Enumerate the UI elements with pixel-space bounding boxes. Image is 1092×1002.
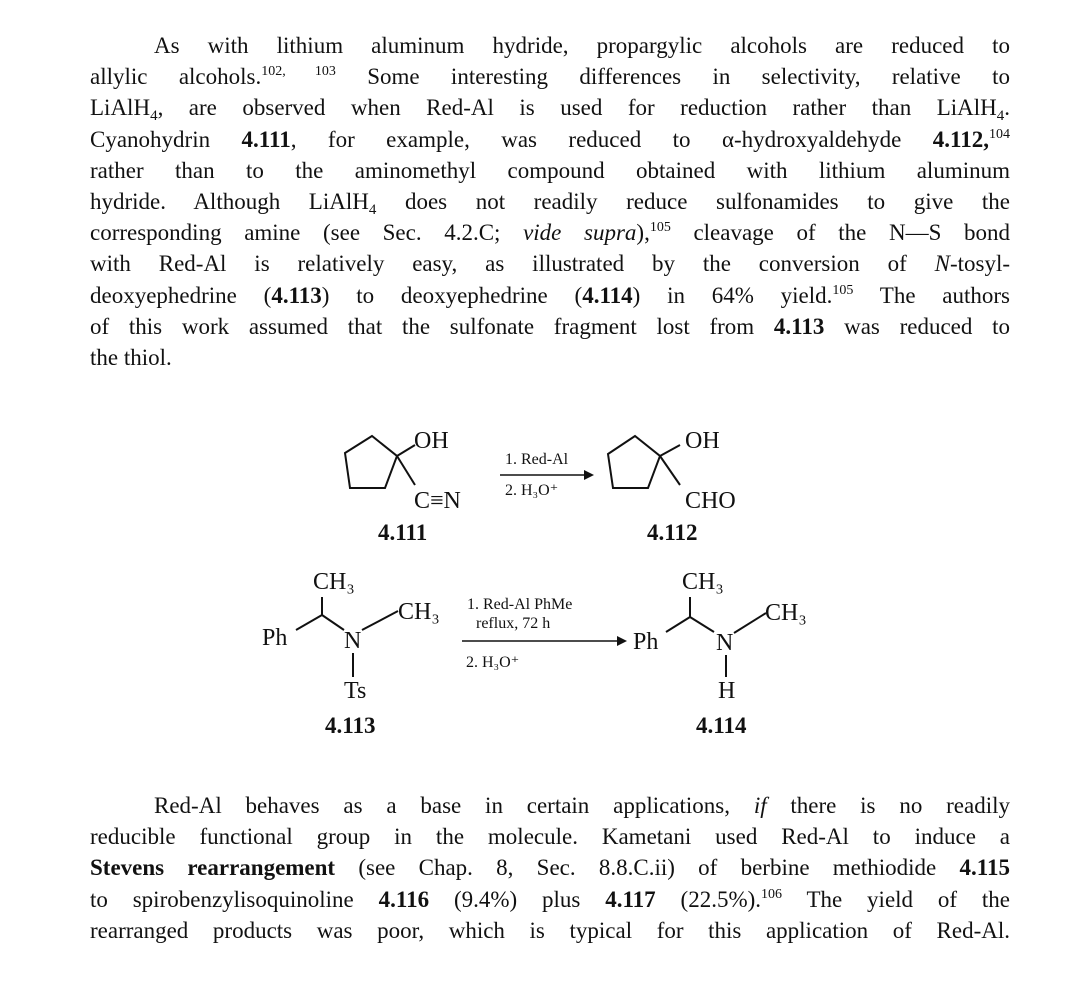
- compound-label-4-114: 4.114: [696, 713, 747, 738]
- hydroxyl-label: OH: [685, 428, 720, 454]
- text-line: to spirobenzylisoquinoline 4.116 (9.4%) plus 4.117 (22.5%).$^{106}$ The yield of the: [90, 886, 1010, 912]
- named-reaction: Stevens rearrangement: [90, 855, 336, 881]
- methyl-label: CH₃: [682, 569, 724, 595]
- paragraph-1: [90, 30, 1010, 373]
- text-line: Stevens rearrangement (see Chap. 8, Sec. 8.8.C.ii) of berbine methiodide 4.115: [90, 855, 1010, 881]
- reagent-step-1: 1. Red-Al PhMe: [467, 596, 573, 613]
- text-line: As with lithium aluminum hydride, propargylic alcohols are reduced to: [154, 33, 1010, 58]
- compound-ref: 4.111: [241, 126, 291, 152]
- citation: 102, 103: [261, 64, 336, 80]
- n-methyl-label: CH₃: [398, 599, 440, 625]
- text-line: deoxyephedrine (4.113) to deoxyephedrine (4.114) in 64% yield.$^{105}$ The authors: [90, 282, 1011, 308]
- compound-ref: 4.116: [378, 886, 430, 912]
- reaction-arrow: [462, 636, 627, 646]
- citation: 105: [832, 282, 854, 298]
- reaction-conditions: reflux, 72 h: [476, 615, 551, 632]
- methyl-label: CH₃: [313, 569, 355, 595]
- reagent-step-2: 2. H₃O⁺: [505, 482, 559, 499]
- phenyl-label: Ph: [262, 625, 288, 651]
- tosyl-label: Ts: [344, 678, 367, 704]
- product-4-112-structure: [608, 436, 680, 488]
- text-line: the thiol.: [90, 345, 172, 371]
- reaction-scheme: [0, 400, 1092, 770]
- text-line: with Red-Al is relatively easy, as illustrated by the conversion of N-tosyl-: [90, 251, 1010, 277]
- compound-ref: 4.114: [582, 282, 633, 308]
- reactant-4-111-structure: [345, 436, 415, 488]
- text-line: LiAlH$_4$, are observed when Red-Al is used for reduction rather than LiAlH$_4$.: [90, 95, 1010, 125]
- reagent-step-2: 2. H₃O⁺: [466, 654, 520, 671]
- reagent-step-1: 1. Red-Al: [505, 451, 569, 468]
- text-line: corresponding amine (see Sec. 4.2.C; vide supra),$^{105}$ cleavage of the N—S bond: [90, 220, 1010, 246]
- text-line: reducible functional group in the molecule. Kametani used Red-Al to induce a: [90, 824, 1010, 850]
- nitrogen-label: N: [716, 630, 734, 656]
- text-line: rather than to the aminomethyl compound obtained with lithium aluminum: [90, 157, 1010, 183]
- compound-label-4-113: 4.113: [325, 713, 376, 738]
- reaction-arrow: [500, 470, 594, 480]
- text-line: allylic alcohols.$^{102, 103}$ Some interesting differences in selectivity, relative to: [90, 64, 1011, 90]
- citation: 104: [989, 126, 1010, 142]
- compound-ref: 4.117: [605, 886, 656, 912]
- text-line: Cyanohydrin 4.111, for example, was reduced to α-hydroxyaldehyde 4.112,$^{104}$: [90, 126, 1010, 152]
- phenyl-label: Ph: [633, 629, 659, 655]
- paragraph-2: [90, 790, 1010, 946]
- citation: 106: [761, 886, 783, 902]
- compound-ref: 4.112: [932, 126, 984, 152]
- compound-ref: 4.113: [271, 282, 322, 308]
- text-line: of this work assumed that the sulfonate fragment lost from 4.113 was reduced to: [90, 313, 1010, 339]
- n-methyl-label: CH₃: [765, 600, 807, 626]
- compound-label-4-111: 4.111: [378, 520, 428, 545]
- hydroxyl-label: OH: [414, 428, 449, 454]
- hydrogen-label: H: [718, 678, 736, 704]
- compound-ref: 4.113: [773, 313, 825, 339]
- compound-ref: 4.115: [959, 855, 1010, 881]
- text-line: hydride. Although LiAlH$_4$ does not readily reduce sulfonamides to give the: [90, 189, 1010, 219]
- nitrile-label: C≡N: [414, 488, 461, 514]
- compound-label-4-112: 4.112: [647, 520, 698, 545]
- aldehyde-label: CHO: [685, 488, 736, 514]
- text-line: Red-Al behaves as a base in certain applications, if there is no readily: [154, 793, 1010, 818]
- nitrogen-label: N: [344, 628, 362, 654]
- citation: 105: [649, 220, 671, 236]
- text-line: rearranged products was poor, which is typical for this application of Red-Al.: [90, 917, 1010, 943]
